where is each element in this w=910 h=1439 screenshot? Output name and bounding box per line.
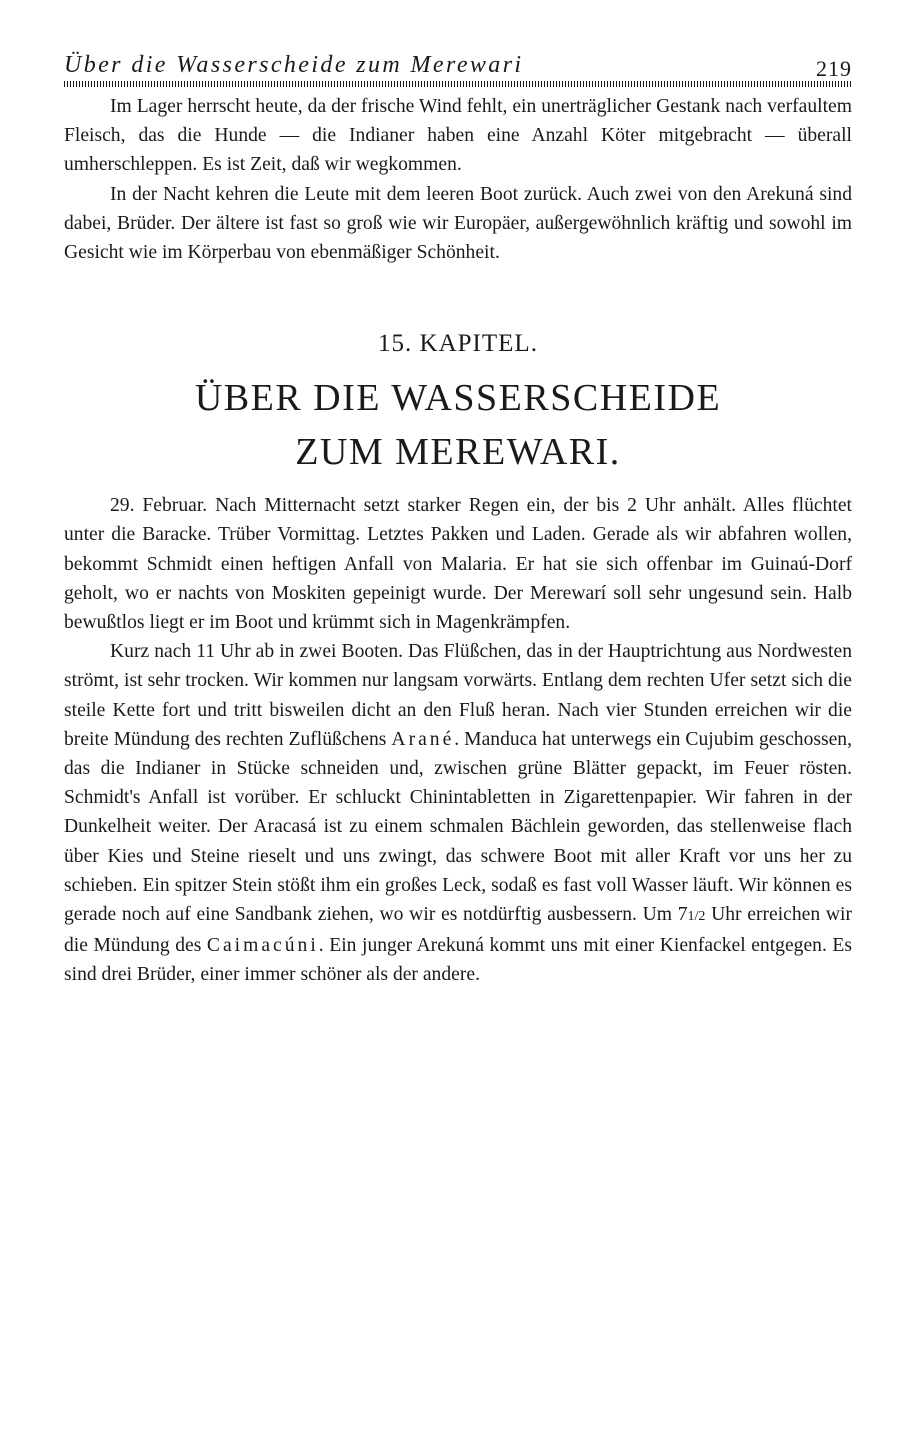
body-paragraph-2 bbox=[64, 637, 852, 989]
header-rule bbox=[64, 81, 852, 87]
chapter-title-line-2: ZUM MEREWARI. bbox=[295, 431, 621, 474]
body-paragraph-2-text-a: Kurz nach 11 Uhr ab in zwei Booten. Das Flüßchen, das in der Hauptrichtung aus Nordwesten strömt, ist sehr trocken. Wir kommen nur langsam vorwärts. Entlang dem rechten Ufer setzt sich die steile Kette fort und tritt bisweilen dicht an den Fluß heran. Nach vier Stunden erreichen wir die breite Mündung des rechten Zuflüßchens bbox=[64, 641, 852, 750]
intro-paragraph-2: In der Nacht kehren die Leute mit dem leeren Boot zurück. Auch zwei von den Arekuná sind dabei, Brüder. Der ältere ist fast so groß wie wir Europäer, außergewöhnlich kräftig und sowohl im Gesicht wie im Körperbau von ebenmäßiger Schönheit. bbox=[64, 183, 852, 264]
time-hour: 7 bbox=[677, 904, 688, 926]
body-paragraph-2-text-b: . Manduca hat unterwegs ein Cujubim geschossen, das die Indianer in Stücke schneiden und, zwischen grüne Blätter gepackt, im Feuer rösten. Schmidt's Anfall ist vorüber. Er schluckt Chinintabletten in Zigarettenpapier. Wir fahren in der Dunkelheit weiter. Der Aracasá ist zu einem schmalen Bächlein geworden, das stellenweise flach über Kies und Steine rieselt und uns zwingt, das schwere Boot mit aller Kraft vor uns her zu schieben. Ein spitzer Stein stößt ihm ein großes Leck, sodaß es fast voll Wasser läuft. Wir können es gerade noch auf eine Sandbank ziehen, wo wir es notdürftig ausbessern. Um bbox=[64, 728, 853, 926]
chapter-number: 15. KAPITEL. bbox=[378, 330, 538, 358]
body-paragraph-2-text-d: . Ein junger Arekuná kommt uns mit einer Kienfackel entgegen. Es sind drei Brüder, einer immer schöner als der andere. bbox=[64, 935, 852, 986]
running-head bbox=[64, 50, 852, 84]
chapter-title bbox=[64, 371, 852, 479]
book-page bbox=[64, 50, 852, 990]
running-title: Über die Wasserscheide zum Merewari bbox=[64, 52, 524, 78]
intro-paragraph-1: Im Lager herrscht heute, da der frische Wind fehlt, ein unerträglicher Gestank nach verfaultem Fleisch, das die Hunde — die Indianer haben eine Anzahl Köter mitgebracht — überall umherschleppen. Es ist Zeit, daß wir wegkommen. bbox=[64, 96, 852, 176]
time-fraction: 1/2 bbox=[687, 909, 706, 925]
place-name-arane: Arané bbox=[391, 728, 455, 750]
chapter-body bbox=[64, 491, 852, 989]
page-number: 219 bbox=[816, 56, 852, 81]
body-paragraph-2-text-c: Uhr erreichen wir die Mündung des bbox=[64, 904, 852, 957]
chapter-title-line-1: ÜBER DIE WASSERSCHEIDE bbox=[194, 377, 722, 420]
place-name-caimacuni: Caimacúni bbox=[206, 935, 319, 957]
body-paragraph-1: 29. Februar. Nach Mitternacht setzt starker Regen ein, der bis 2 Uhr anhält. Alles flüchtet unter die Baracke. Trüber Vormittag. Letztes Pakken und Laden. Gerade als wir abfahren wollen, bekommt Schmidt einen heftigen Anfall von Malaria. Er hat sie sich offenbar im Guinaú-Dorf geholt, wo er nachts von Moskiten gepeinigt wurde. Der Merewarí soll sehr ungesund sein. Halb bewußtlos liegt er im Boot und krümmt sich in Magenkrämpfen. bbox=[64, 495, 852, 634]
